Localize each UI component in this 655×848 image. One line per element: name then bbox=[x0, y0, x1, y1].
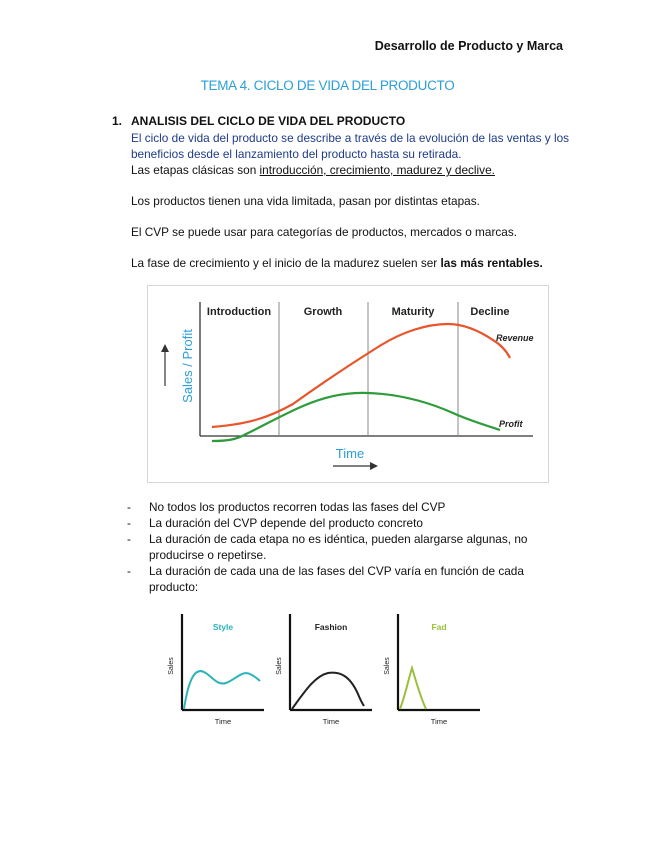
bullet-text: La duración de cada etapa no es idéntica, pueden alargarse algunas, no producirse o repetirse. bbox=[149, 532, 528, 562]
intro-line-2: beneficios desde el lanzamiento del producto hasta su retirada. bbox=[131, 147, 462, 161]
fad-chart-title: Fad bbox=[431, 622, 447, 632]
fashion-x-label: Time bbox=[322, 717, 340, 726]
fashion-curve bbox=[292, 673, 364, 709]
fad-y-label: Sales bbox=[384, 657, 391, 675]
style-chart-title: Style bbox=[212, 622, 234, 632]
y-arrowhead-icon bbox=[161, 344, 169, 352]
style-y-label: Sales bbox=[168, 657, 175, 675]
stages-prefix: Las etapas clásicas son bbox=[131, 163, 260, 177]
revenue-curve bbox=[212, 324, 510, 427]
section-number: 1. bbox=[112, 114, 123, 128]
fad-x-label: Time bbox=[430, 717, 448, 726]
x-arrowhead-icon bbox=[370, 462, 378, 470]
style-curve bbox=[184, 671, 260, 709]
fashion-chart bbox=[270, 606, 375, 731]
fad-chart bbox=[378, 606, 483, 731]
profitable-prefix: La fase de crecimiento y el inicio de la madurez suelen ser bbox=[131, 256, 441, 270]
chart-x-label: Time bbox=[335, 446, 365, 461]
bullet-text: No todos los productos recorren todas las fases del CVP bbox=[149, 500, 446, 514]
paragraph-profitable bbox=[131, 255, 543, 271]
list-item bbox=[127, 531, 544, 563]
list-item bbox=[127, 515, 557, 531]
list-item bbox=[127, 563, 539, 595]
plc-chart-frame bbox=[147, 285, 549, 483]
bullet-dash: - bbox=[127, 500, 131, 514]
phase-label-growth: Growth bbox=[303, 306, 343, 318]
bullet-dash: - bbox=[127, 564, 131, 578]
stages-paragraph bbox=[131, 162, 495, 178]
plc-chart bbox=[148, 286, 548, 482]
phase-label-maturity: Maturity bbox=[391, 306, 435, 318]
section-heading: ANALISIS DEL CICLO DE VIDA DEL PRODUCTO bbox=[131, 114, 406, 128]
style-x-label: Time bbox=[214, 717, 232, 726]
paragraph-limited-life: Los productos tienen una vida limitada, pasan por distintas etapas. bbox=[131, 194, 480, 208]
bullet-text: La duración de cada una de las fases del CVP varía en función de cada producto: bbox=[149, 564, 524, 594]
bullet-dash: - bbox=[127, 516, 131, 530]
bullet-list bbox=[127, 499, 557, 595]
intro-line-1: El ciclo de vida del producto se describe a través de la evolución de las ventas y los bbox=[131, 131, 570, 145]
phase-label-introduction: Introduction bbox=[206, 306, 272, 318]
style-chart bbox=[162, 606, 267, 731]
fashion-y-label: Sales bbox=[276, 657, 283, 675]
bullet-text: La duración del CVP depende del producto concreto bbox=[149, 516, 423, 530]
paragraph-cvp-usage: El CVP se puede usar para categorías de productos, mercados o marcas. bbox=[131, 225, 518, 239]
revenue-series-label: Revenue bbox=[496, 333, 534, 343]
phase-label-decline: Decline bbox=[470, 306, 510, 318]
stages-list: introducción, crecimiento, madurez y declive. bbox=[259, 163, 495, 177]
fad-curve bbox=[400, 668, 426, 709]
profitable-bold: las más rentables. bbox=[440, 256, 543, 270]
document-header: Desarrollo de Producto y Marca bbox=[374, 39, 563, 53]
page-title: TEMA 4. CICLO DE VIDA DEL PRODUCTO bbox=[200, 78, 455, 93]
bullet-dash: - bbox=[127, 532, 131, 546]
profit-curve bbox=[212, 393, 500, 441]
profit-series-label: Profit bbox=[499, 419, 523, 429]
list-item bbox=[127, 499, 557, 515]
fashion-chart-title: Fashion bbox=[314, 622, 348, 632]
chart-y-label: Sales / Profit bbox=[180, 329, 195, 403]
